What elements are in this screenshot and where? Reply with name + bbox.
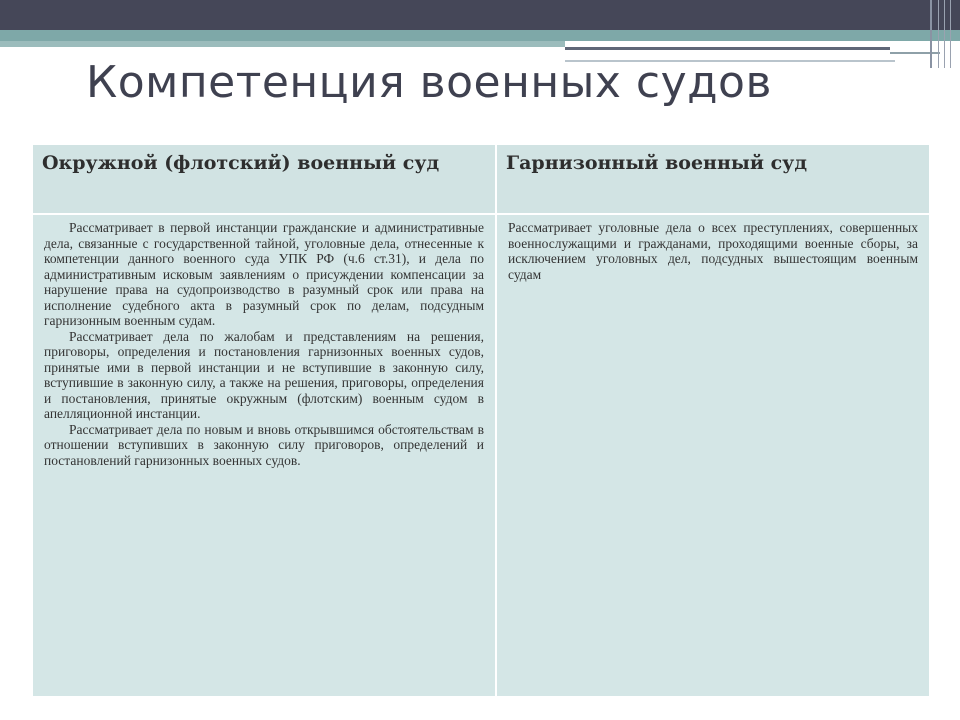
header-cell-district-court <box>32 144 496 214</box>
header-stripe <box>0 41 565 47</box>
district-court-paragraph: Рассматривает дела по жалобам и представлениям на решения, приговоры, определения и постановления гарнизонных военных судов, принятые ими в первой инстанции и не вступившие в законную силу, вступившие в законную силу, а также на решения, приговоры, определения и постановления, принятые окружным (флотским) военным судом в апелляционной инстанции. <box>44 328 484 421</box>
table-row <box>32 214 930 697</box>
corner-decoration <box>930 0 960 68</box>
garrison-court-paragraph: Рассматривает уголовные дела о всех преступлениях, совершенных военнослужащими и гражданами, проходящими военные сборы, за исключением уголовных дел, подсудных вышестоящим военным судам <box>508 220 918 282</box>
header-cell-garrison-court <box>496 144 930 214</box>
district-court-cell <box>32 214 496 697</box>
garrison-court-cell <box>496 214 930 697</box>
corner-line <box>950 0 951 68</box>
header-garrison-court: Гарнизонный военный суд <box>506 152 808 174</box>
corner-line <box>944 0 945 68</box>
header-district-court: Окружной (флотский) военный суд <box>42 152 440 174</box>
decorative-line <box>565 47 890 50</box>
district-court-paragraph: Рассматривает дела по новым и вновь открывшимся обстоятельствам в отношении вступивших в законную силу приговоров, определений и постановлений гарнизонных военных судов. <box>44 421 484 468</box>
corner-line <box>938 0 939 68</box>
district-court-paragraph: Рассматривает в первой инстанции гражданские и административные дела, связанные с государственной тайной, уголовные дела, отнесенные к компетенции данного военного суда УПК РФ (ч.6 ст.31), и дела по административным исковым заявлениям о присуждении компенсации за нарушение права на судопроизводство в разумный срок или права на исполнение судебного акта в разумный срок по делам, подсудным гарнизонным военным судам. <box>44 220 484 328</box>
header-accent-band <box>0 30 960 41</box>
courts-table <box>31 143 931 698</box>
header-band <box>0 0 960 30</box>
table-header-row <box>32 144 930 214</box>
slide-title: Компетенция военных судов <box>86 57 772 108</box>
